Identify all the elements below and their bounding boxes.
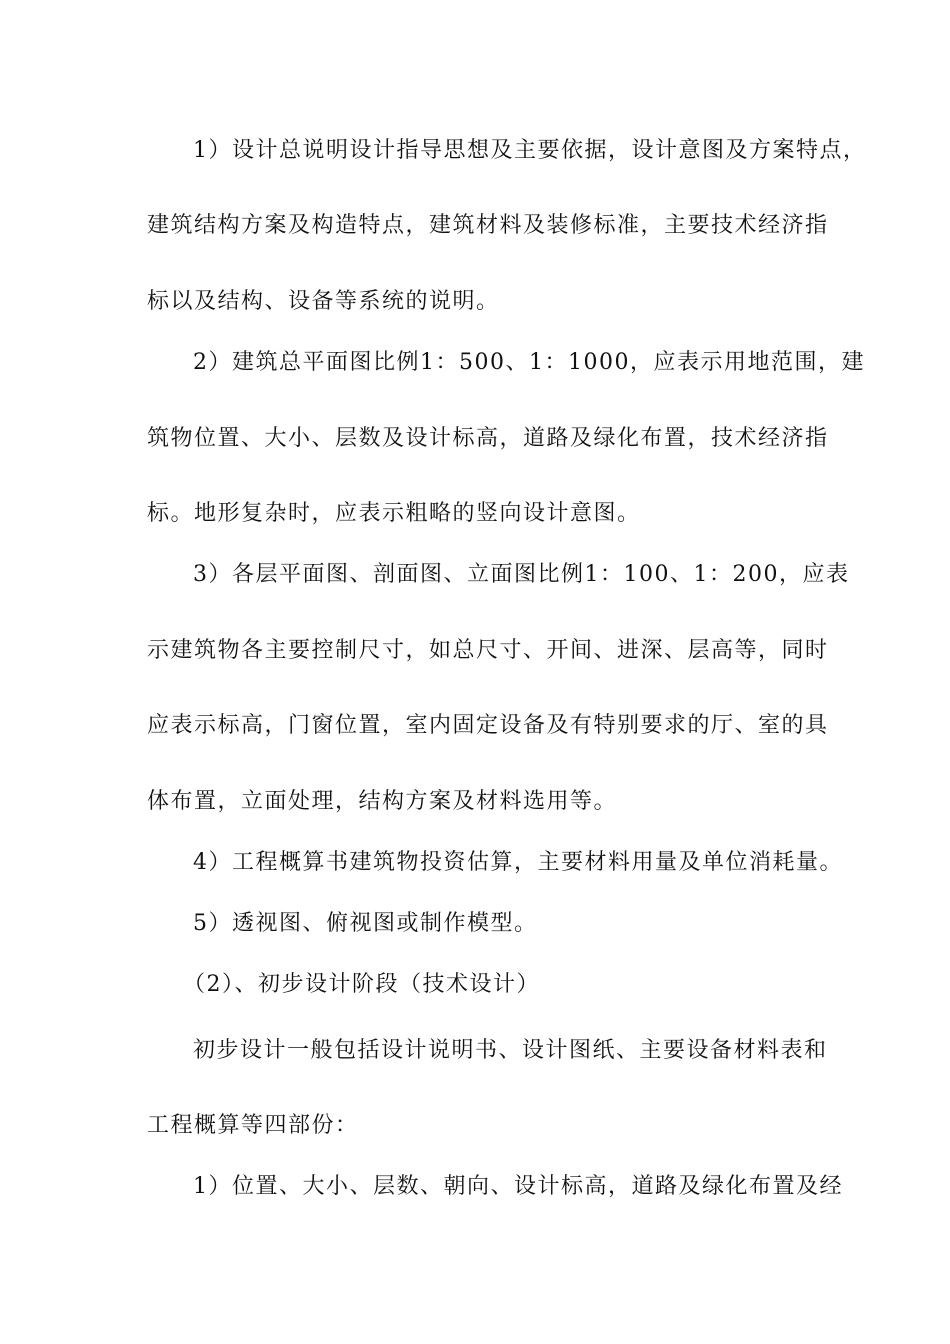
paragraph-1-line-2: 建筑结构方案及构造特点，建筑材料及装修标准，主要技术经济指 <box>147 213 829 238</box>
paragraph-1-line-3: 标以及结构、设备等系统的说明。 <box>147 289 500 314</box>
paragraph-5-line-1: 5）透视图、俯视图或制作模型。 <box>193 911 538 936</box>
section-heading: （2）、初步设计阶段（技术设计） <box>183 972 540 997</box>
paragraph-2-line-1: 2）建筑总平面图比例1：500、1：1000，应表示用地范围，建 <box>193 350 865 375</box>
paragraph-3-line-1: 3）各层平面图、剖面图、立面图比例1：100、1：200，应表 <box>193 562 850 587</box>
paragraph-3-line-3: 应表示标高，门窗位置，室内固定设备及有特别要求的厅、室的具 <box>147 713 829 738</box>
paragraph-2-line-3: 标。地形复杂时，应表示粗略的竖向设计意图。 <box>147 501 641 526</box>
paragraph-7-line-1: 1）位置、大小、层数、朝向、设计标高，道路及绿化布置及经 <box>193 1174 843 1199</box>
paragraph-6-line-2: 工程概算等四部份： <box>147 1113 359 1138</box>
paragraph-4-line-1: 4）工程概算书建筑物投资估算，主要材料用量及单位消耗量。 <box>193 850 843 875</box>
paragraph-6-line-1: 初步设计一般包括设计说明书、设计图纸、主要设备材料表和 <box>193 1038 828 1063</box>
paragraph-2-line-2: 筑物位置、大小、层数及设计标高，道路及绿化布置，技术经济指 <box>147 426 829 451</box>
paragraph-3-line-4: 体布置，立面处理，结构方案及材料选用等。 <box>147 789 618 814</box>
paragraph-1-line-1: 1）设计总说明设计指导思想及主要依据，设计意图及方案特点， <box>193 138 867 163</box>
paragraph-3-line-2: 示建筑物各主要控制尺寸，如总尺寸、开间、进深、层高等，同时 <box>147 638 829 663</box>
